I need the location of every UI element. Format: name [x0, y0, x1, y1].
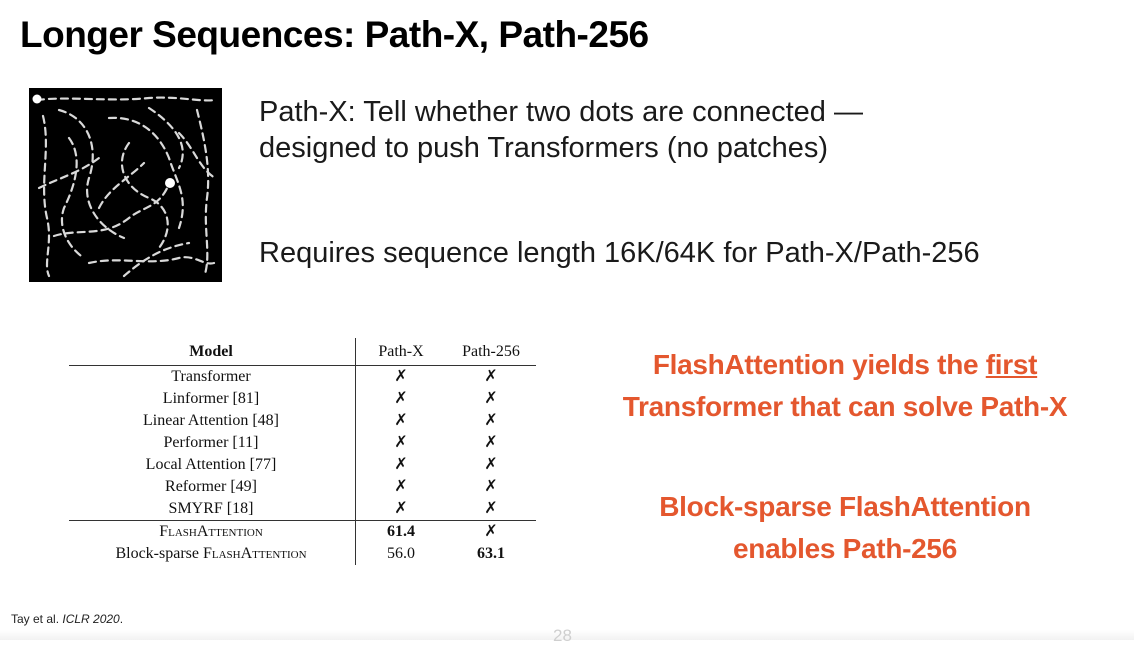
path-256-result: ✗ [484, 390, 498, 407]
path-256-result: ✗ [484, 478, 498, 495]
path-x-result: ✗ [394, 478, 408, 495]
model-name: Linformer [81] [69, 388, 356, 410]
results-table [69, 338, 536, 565]
page-number: 28 [553, 626, 572, 645]
table-header-row [69, 338, 536, 366]
model-name: Local Attention [77] [69, 454, 356, 476]
table-row [69, 476, 536, 498]
callout-emphasis: first [985, 349, 1038, 380]
slide-title: Longer Sequences: Path-X, Path-256 [20, 14, 649, 55]
end-dot [165, 178, 175, 188]
path-256-result: ✗ [484, 434, 498, 451]
table-row [69, 498, 536, 521]
citation [11, 612, 123, 626]
citation-venue: ICLR 2020 [62, 612, 120, 626]
table-row-blocksparse-flashattention [69, 543, 536, 565]
path-256-result: 63.1 [477, 545, 505, 562]
model-name: Transformer [69, 366, 356, 389]
header-path-x: Path-X [356, 338, 447, 366]
pathx-example-image [29, 88, 222, 282]
model-name: Reformer [49] [69, 476, 356, 498]
callout-line [600, 344, 1090, 386]
path-x-result: 56.0 [387, 545, 415, 562]
model-name: SMYRF [18] [69, 498, 356, 521]
sequence-length-requirement: Requires sequence length 16K/64K for Path-X/Path-256 [259, 237, 980, 269]
path-x-result: ✗ [394, 434, 408, 451]
path-256-result: ✗ [484, 412, 498, 429]
callout-first-pathx [600, 344, 1090, 428]
start-dot [33, 95, 42, 104]
pathx-description-line2: designed to push Transformers (no patches) [259, 132, 829, 164]
path-x-result: ✗ [394, 368, 408, 385]
table-row [69, 388, 536, 410]
model-name-flashattention: FlashAttention [202, 545, 307, 562]
path-256-result: ✗ [484, 500, 498, 517]
model-name: Performer [11] [69, 432, 356, 454]
model-name: Linear Attention [48] [69, 410, 356, 432]
table-row [69, 432, 536, 454]
callout-text: FlashAttention yields the [652, 349, 986, 380]
header-path-256: Path-256 [446, 338, 536, 366]
callout-line: Block-sparse FlashAttention [659, 491, 1031, 522]
callout-path-256 [600, 486, 1090, 570]
path-256-result: ✗ [446, 521, 536, 544]
model-name-prefix: Block-sparse [115, 545, 203, 562]
path-x-result: ✗ [394, 412, 408, 429]
citation-end: . [119, 612, 124, 626]
path-x-result: ✗ [394, 500, 408, 517]
table-row [69, 454, 536, 476]
path-x-result: 61.4 [356, 521, 447, 544]
model-name: FlashAttention [69, 521, 356, 544]
table-row-flashattention [69, 521, 536, 544]
table-row [69, 366, 536, 389]
path-x-result: ✗ [394, 456, 408, 473]
table-row [69, 410, 536, 432]
path-256-result: ✗ [484, 368, 498, 385]
citation-authors: Tay et al. [11, 612, 63, 626]
pathx-description-line1: Path-X: Tell whether two dots are connected — [259, 96, 863, 128]
callout-line: Transformer that can solve Path-X [622, 391, 1068, 422]
path-256-result: ✗ [484, 456, 498, 473]
model-name [69, 543, 356, 565]
header-model: Model [69, 338, 356, 366]
callout-line: enables Path-256 [733, 533, 957, 564]
path-x-result: ✗ [394, 390, 408, 407]
